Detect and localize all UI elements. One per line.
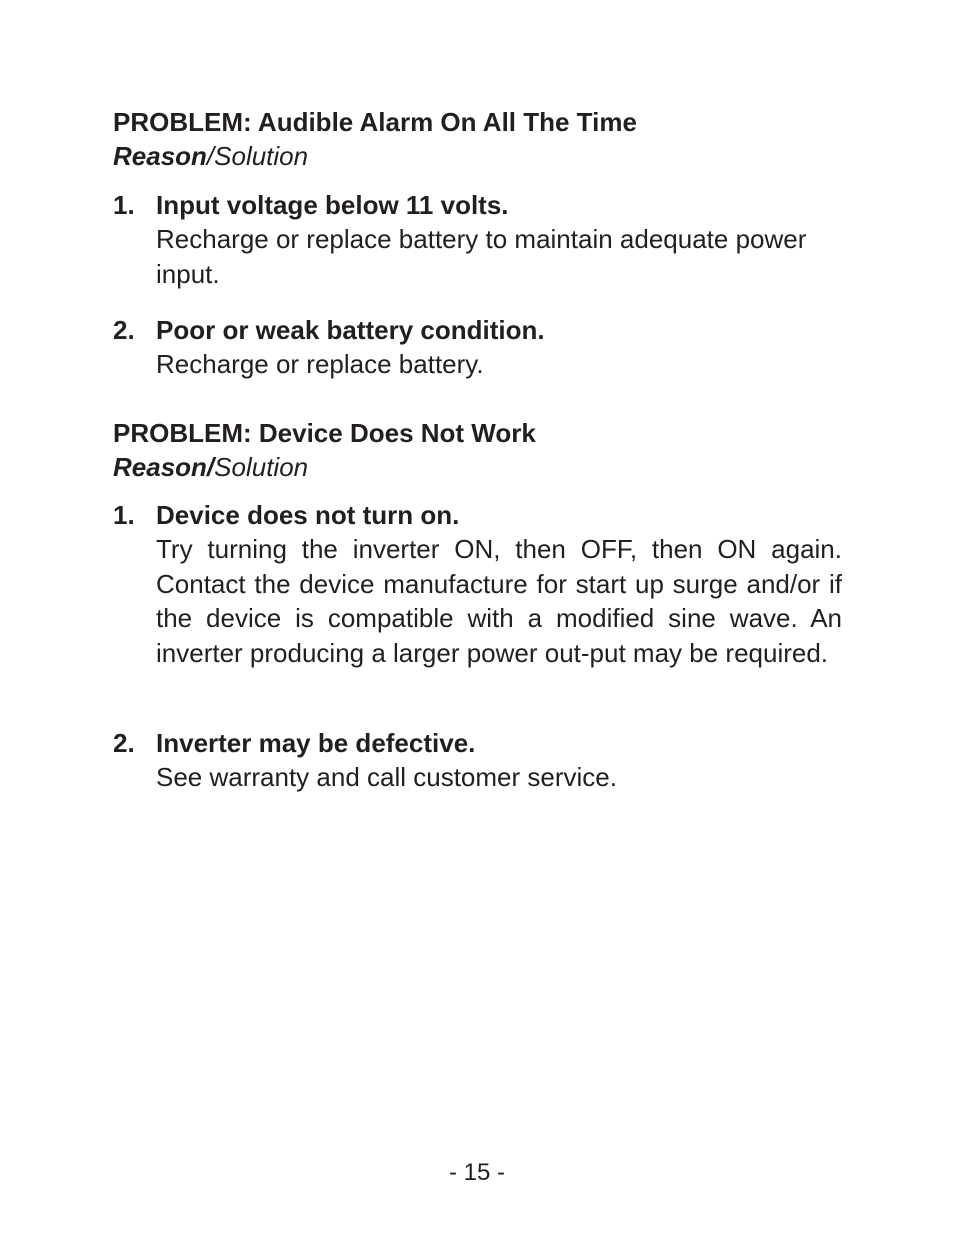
reason-solution-label (113, 139, 842, 173)
problem-heading: PROBLEM: Device Does Not Work (113, 418, 536, 448)
item-body (156, 313, 842, 382)
item-body (156, 188, 842, 291)
solution-label: Solution (214, 452, 309, 482)
page-number: - 15 - (448, 1159, 505, 1186)
item-number: 1. (113, 500, 135, 530)
problem-heading: PROBLEM: Audible Alarm On All The Time (113, 107, 637, 137)
item-number: 2. (113, 728, 135, 758)
item-number: 1. (113, 190, 135, 220)
reason-label: Reason (113, 141, 207, 171)
item-body (156, 498, 842, 670)
item-text: Recharge or replace battery to maintain adequate power input. (156, 224, 807, 289)
item-title: Poor or weak battery condition. (156, 315, 545, 345)
item-number: 2. (113, 315, 135, 345)
problem-section-device-not-work (113, 416, 842, 484)
problem-section-audible-alarm (113, 105, 842, 173)
reason-label: Reason/ (113, 452, 215, 482)
item-text: See warranty and call customer service. (156, 762, 617, 792)
item-text: Recharge or replace battery. (156, 349, 484, 379)
item-text: Try turning the inverter ON, then OFF, then ON again. Contact the device manufacture for start up surge and/or if the device is compatible with a modified sine wave. An inverter producing a larger power out-put may be required. (156, 534, 842, 668)
item-title: Input voltage below 11 volts. (156, 190, 509, 220)
item-title: Inverter may be defective. (156, 728, 476, 758)
item-title: Device does not turn on. (156, 500, 460, 530)
reason-solution-label (113, 450, 842, 484)
item-body (156, 726, 842, 795)
solution-label: /Solution (206, 141, 309, 171)
